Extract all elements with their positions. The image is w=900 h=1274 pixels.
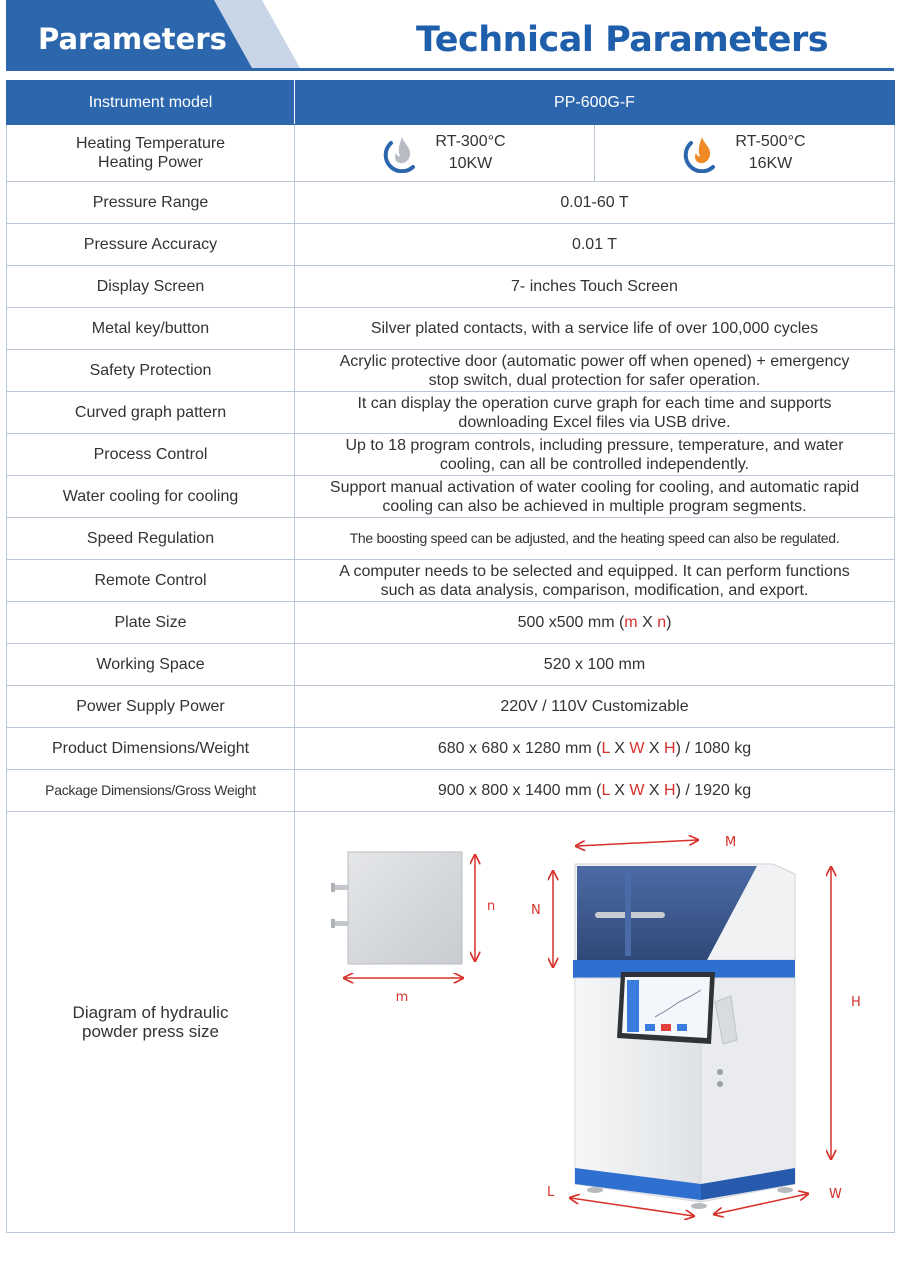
machine-label-L: L [547,1185,555,1200]
header-tab-title: Parameters [38,22,227,56]
row-label: Metal key/button [7,308,295,350]
table-row-heating [7,125,895,182]
row-value [295,770,895,812]
row-label: Process Control [7,434,295,476]
table-row [7,266,895,308]
row-value [295,602,895,644]
product-dims-w: W [629,740,645,757]
machine-label-N: N [531,903,541,918]
product-dims-x2: X [644,740,664,757]
row-label: Working Space [7,644,295,686]
row-value: 520 x 100 mm [295,644,895,686]
table-row [7,308,895,350]
row-value-line2: such as data analysis, comparison, modification, and export. [380,581,809,599]
touch-screen-button [661,1024,671,1031]
row-value [295,560,895,602]
row-value: The boosting speed can be adjusted, and the heating speed can also be regulated. [295,518,895,560]
row-value-line2: stop switch, dual protection for safer operation. [428,371,761,389]
row-value: 7- inches Touch Screen [295,266,895,308]
plate-drawing [331,852,495,1005]
machine-body-side [701,978,795,1202]
row-value-line2: cooling, can all be controlled independently. [439,455,750,473]
product-dims-value: 680 x 680 x 1280 mm ( [437,740,602,757]
plate-pipe-end [331,919,335,928]
table-row [7,182,895,224]
parameters-table [6,80,895,1233]
machine-port [717,1069,723,1075]
table-row [7,518,895,560]
machine-top-arrow [577,840,697,846]
heating-label-temp: Heating Temperature [75,135,226,152]
touch-screen-sidebar [627,980,639,1032]
machine-foot [587,1187,603,1193]
row-label: Product Dimensions/Weight [7,728,295,770]
heating-option-300 [295,125,594,181]
table-row-plate-size [7,602,895,644]
plate-label-n: n [487,899,496,914]
plate-pipe [333,921,349,926]
row-value-line1: Support manual activation of water cooling for cooling, and automatic rapid [329,478,860,496]
heating-temp-500: RT-500°C [735,133,806,150]
plate-size-n: n [657,614,667,631]
row-value [295,476,895,518]
flame-icon [683,133,721,173]
row-label: Display Screen [7,266,295,308]
plate-pipe-end [331,883,335,892]
heating-value-cell [295,125,895,182]
row-label: Plate Size [7,602,295,644]
table-row-diagram [7,812,895,1233]
header-label-cell: Instrument model [7,81,295,125]
press-diagram [295,812,893,1232]
machine-length-arrow [571,1198,693,1216]
heating-temp-300: RT-300°C [435,133,506,150]
row-value-line1: Acrylic protective door (automatic power off when opened) + emergency [339,352,850,370]
table-row-package-dims [7,770,895,812]
row-value: 0.01-60 T [295,182,895,224]
press-machine-drawing [531,835,861,1216]
row-value-line1: A computer needs to be selected and equipped. It can perform functions [339,562,850,580]
product-dims-h: H [664,740,676,757]
row-label: Pressure Range [7,182,295,224]
row-value-line1: It can display the operation curve graph for each time and supports [357,394,832,412]
table-row [7,476,895,518]
row-label: Remote Control [7,560,295,602]
table-row [7,224,895,266]
plate-size-value: 500 x500 mm ( [517,614,625,631]
heating-option-500 [594,125,894,181]
table-row [7,392,895,434]
package-dims-l: L [601,782,610,799]
row-value: 220V / 110V Customizable [295,686,895,728]
diagram-label-line1: Diagram of hydraulic [72,1003,229,1022]
row-label: Package Dimensions/Gross Weight [7,770,295,812]
heating-label-cell [7,125,295,182]
row-value [295,350,895,392]
heating-power-10kw: 10KW [448,155,493,172]
row-value [295,728,895,770]
heating-power-16kw: 16KW [748,155,793,172]
touch-screen-button [645,1024,655,1031]
package-dims-w: W [629,782,645,799]
package-dims-weight: ) / 1920 kg [675,782,752,799]
row-label: Speed Regulation [7,518,295,560]
table-row-product-dims [7,728,895,770]
row-value [295,392,895,434]
plate-label-m: m [395,990,409,1005]
product-dims-weight: ) / 1080 kg [675,740,752,757]
row-label: Safety Protection [7,350,295,392]
diagram-cell [295,812,895,1233]
plate-body [348,852,462,964]
row-label: Curved graph pattern [7,392,295,434]
plate-pipe [333,885,349,890]
header-value-cell: PP-600G-F [295,81,895,125]
page-title: Technical Parameters [416,20,829,60]
package-dims-x2: X [644,782,664,799]
row-value-line2: downloading Excel files via USB drive. [458,413,731,431]
table-row [7,350,895,392]
row-label: Water cooling for cooling [7,476,295,518]
plate-size-x: X [637,614,658,631]
machine-label-M: M [725,835,737,850]
machine-foot [691,1203,707,1209]
row-value-line1: Up to 18 program controls, including pressure, temperature, and water [345,436,844,454]
machine-foot [777,1187,793,1193]
row-label: Power Supply Power [7,686,295,728]
touch-screen-button [677,1024,687,1031]
page-header [0,0,900,80]
machine-port [717,1081,723,1087]
machine-label-W: W [829,1187,842,1202]
machine-column [625,872,631,956]
product-dims-x1: X [609,740,630,757]
package-dims-x1: X [609,782,630,799]
table-header-row [7,81,895,125]
product-dims-l: L [601,740,610,757]
table-row-power-supply [7,686,895,728]
plate-size-close: ) [666,614,672,631]
row-label: Pressure Accuracy [7,224,295,266]
package-dims-h: H [664,782,676,799]
row-value [295,434,895,476]
header-divider [6,68,894,71]
package-dims-value: 900 x 800 x 1400 mm ( [437,782,602,799]
table-row-working-space [7,644,895,686]
diagram-label-line2: powder press size [81,1022,219,1041]
flame-icon [383,133,421,173]
plate-size-m: m [624,614,638,631]
table-row [7,434,895,476]
diagram-label-cell [7,812,295,1233]
heating-label-power: Heating Power [98,154,203,171]
row-value-line2: cooling can also be achieved in multiple program segments. [382,497,807,515]
table-row [7,560,895,602]
row-value: 0.01 T [295,224,895,266]
machine-label-H: H [851,995,861,1010]
row-value: Silver plated contacts, with a service life of over 100,000 cycles [295,308,895,350]
